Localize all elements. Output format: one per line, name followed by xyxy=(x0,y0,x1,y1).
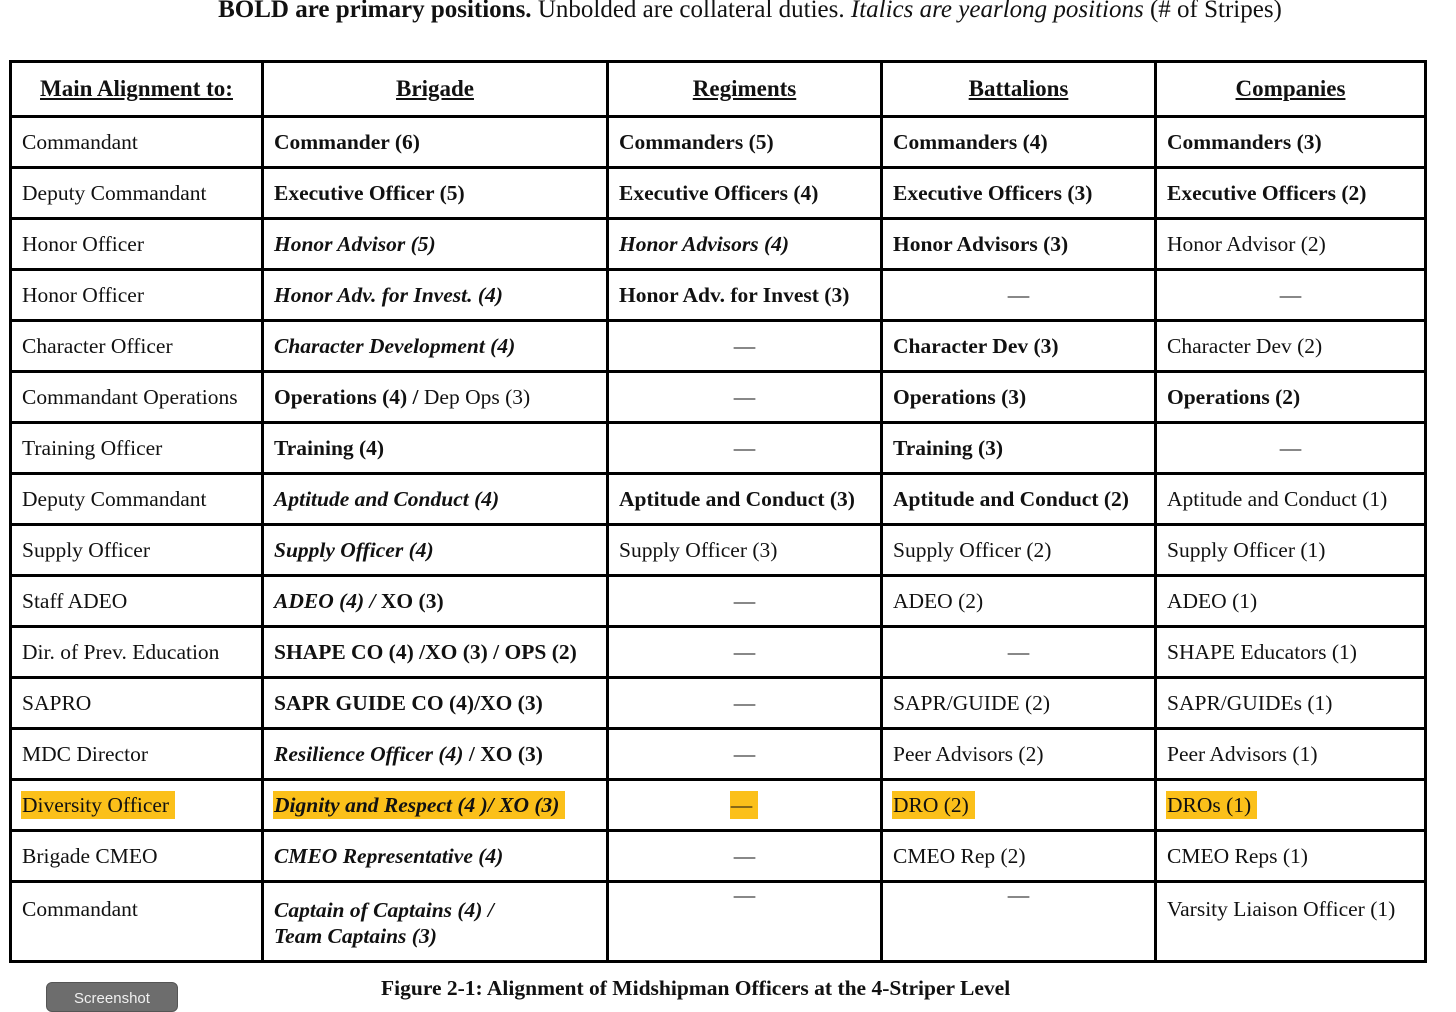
cell-text-wrap xyxy=(274,232,436,256)
cell-text-wrap xyxy=(893,232,1068,256)
cell-main-alignment xyxy=(11,321,263,372)
cell-text: ADEO (1) xyxy=(1167,588,1258,613)
cell-text: Dep Ops (3) xyxy=(423,384,531,409)
cell-text-wrap xyxy=(274,538,434,562)
header-row xyxy=(11,62,1426,117)
table-row xyxy=(11,117,1426,168)
cell-text: Commandant xyxy=(22,897,138,921)
cell-text: Training (4) xyxy=(274,435,385,460)
cell-text: Supply Officer (3) xyxy=(619,537,778,562)
cell-companies xyxy=(1156,678,1426,729)
table-row xyxy=(11,525,1426,576)
cell-text: Varsity Liaison Officer (1) xyxy=(1167,897,1396,921)
dash-mark: — xyxy=(733,384,756,409)
cell-companies xyxy=(1156,882,1426,962)
cell-battalions xyxy=(882,525,1156,576)
cell-text-wrap xyxy=(893,487,1129,511)
cell-battalions xyxy=(882,270,1156,321)
cell-main-alignment xyxy=(11,831,263,882)
cell-companies xyxy=(1156,474,1426,525)
cell-brigade xyxy=(263,168,608,219)
cell-text: DRO (2) xyxy=(893,792,969,817)
cell-text-wrap xyxy=(274,130,420,154)
cell-text: Brigade CMEO xyxy=(22,843,158,868)
cell-brigade xyxy=(263,729,608,780)
cell-battalions xyxy=(882,117,1156,168)
cell-main-alignment xyxy=(11,219,263,270)
cell-text-wrap xyxy=(1166,791,1257,819)
cell-text-line: Team Captains (3) xyxy=(274,924,437,948)
cell-regiments xyxy=(608,882,882,962)
cell-text-wrap xyxy=(1167,130,1322,154)
cell-brigade xyxy=(263,831,608,882)
cell-text-wrap xyxy=(1167,844,1308,868)
cell-brigade xyxy=(263,780,608,831)
cell-text: Supply Officer xyxy=(22,537,150,562)
cell-text-wrap xyxy=(619,283,849,307)
cell-text: Commandant Operations xyxy=(22,384,238,409)
cell-main-alignment xyxy=(11,474,263,525)
cell-battalions xyxy=(882,372,1156,423)
cell-text-wrap xyxy=(274,283,503,307)
cell-main-alignment xyxy=(11,423,263,474)
dash-mark: — xyxy=(1007,639,1030,664)
cell-regiments xyxy=(608,423,882,474)
cell-text: Commander (6) xyxy=(274,129,420,154)
table-row xyxy=(11,627,1426,678)
cell-text-wrap xyxy=(893,691,1050,715)
table-row xyxy=(11,576,1426,627)
cell-companies xyxy=(1156,270,1426,321)
cell-text: Dignity and Respect (4 )/ XO (3) xyxy=(274,792,560,817)
cell-text-wrap xyxy=(893,436,1003,460)
cell-text: MDC Director xyxy=(22,741,148,766)
cell-text-wrap xyxy=(1167,538,1325,562)
cell-text: Aptitude and Conduct (1) xyxy=(1167,486,1388,511)
table-row xyxy=(11,168,1426,219)
cell-battalions xyxy=(882,321,1156,372)
cell-main-alignment xyxy=(11,270,263,321)
cell-text: Honor Advisors (4) xyxy=(619,231,790,256)
cell-text: Commandant xyxy=(22,129,138,154)
cell-text: / XO (3) xyxy=(463,741,543,766)
cell-text: SHAPE Educators (1) xyxy=(1167,639,1357,664)
cell-main-alignment xyxy=(11,882,263,962)
cell-battalions xyxy=(882,729,1156,780)
cell-text: Peer Advisors (2) xyxy=(893,741,1044,766)
cell-brigade xyxy=(263,219,608,270)
table-row xyxy=(11,729,1426,780)
cell-text-wrap xyxy=(893,385,1026,409)
cell-text-wrap xyxy=(1167,589,1257,613)
cell-text: Character Officer xyxy=(22,333,173,358)
cell-text-line: Captain of Captains (4) / xyxy=(274,898,494,922)
table-row xyxy=(11,321,1426,372)
cell-text: Aptitude and Conduct (3) xyxy=(619,486,855,511)
cell-text-wrap xyxy=(893,334,1059,358)
cell-text-wrap xyxy=(893,181,1092,205)
cell-text: Supply Officer (4) xyxy=(274,537,434,562)
cell-text-wrap xyxy=(1167,640,1357,664)
dash-mark: — xyxy=(733,588,756,613)
cell-text: SAPR/GUIDE (2) xyxy=(893,690,1051,715)
cell-text-wrap xyxy=(893,538,1051,562)
legend-tail-text: (# of Stripes) xyxy=(1149,0,1282,23)
cell-main-alignment xyxy=(11,525,263,576)
figure-caption: Figure 2-1: Alignment of Midshipman Officers at the 4-Striper Level xyxy=(381,976,1011,1000)
cell-main-alignment xyxy=(11,627,263,678)
cell-text: Executive Officers (3) xyxy=(893,180,1093,205)
cell-battalions xyxy=(882,780,1156,831)
cell-battalions xyxy=(882,219,1156,270)
dash-mark: — xyxy=(733,639,756,664)
cell-text: Aptitude and Conduct (4) xyxy=(274,486,500,511)
cell-main-alignment xyxy=(11,372,263,423)
cell-brigade xyxy=(263,423,608,474)
cell-text-wrap xyxy=(1167,232,1326,256)
cell-text-wrap xyxy=(1167,742,1317,766)
cell-regiments xyxy=(608,627,882,678)
cell-companies xyxy=(1156,168,1426,219)
cell-text-wrap xyxy=(893,130,1048,154)
cell-companies xyxy=(1156,117,1426,168)
table-row xyxy=(11,678,1426,729)
cell-text: Commanders (4) xyxy=(893,129,1048,154)
cell-text: Executive Officer (5) xyxy=(274,180,465,205)
cell-companies xyxy=(1156,729,1426,780)
table-row xyxy=(11,219,1426,270)
cell-text: Commanders (5) xyxy=(619,129,774,154)
cell-text: Honor Advisor (2) xyxy=(1167,231,1326,256)
cell-text-wrap xyxy=(274,691,543,715)
cell-text: Executive Officers (2) xyxy=(1167,180,1367,205)
cell-regiments xyxy=(608,270,882,321)
cell-text: Deputy Commandant xyxy=(22,180,207,205)
cell-text-wrap xyxy=(892,791,975,819)
cell-main-alignment xyxy=(11,168,263,219)
cell-text: SAPRO xyxy=(22,690,92,715)
cell-companies xyxy=(1156,321,1426,372)
cell-companies xyxy=(1156,831,1426,882)
cell-regiments xyxy=(608,321,882,372)
cell-battalions xyxy=(882,678,1156,729)
cell-regiments xyxy=(608,525,882,576)
legend-italic-text: Italics are yearlong positions xyxy=(850,0,1144,23)
cell-text: Peer Advisors (1) xyxy=(1167,741,1318,766)
cell-text-wrap xyxy=(619,487,855,511)
cell-text: CMEO Representative (4) xyxy=(274,843,504,868)
header-main-alignment: Main Alignment to: xyxy=(11,62,263,117)
cell-text: Commanders (3) xyxy=(1167,129,1322,154)
cell-text: DROs (1) xyxy=(1167,792,1252,817)
table-row xyxy=(11,270,1426,321)
cell-text-wrap xyxy=(273,791,565,819)
cell-text: SHAPE CO (4) /XO (3) / OPS (2) xyxy=(274,639,577,664)
cell-text-wrap xyxy=(1167,691,1332,715)
header-regiments: Regiments xyxy=(608,62,882,117)
cell-text-wrap xyxy=(619,181,818,205)
cell-companies xyxy=(1156,372,1426,423)
cell-main-alignment xyxy=(11,117,263,168)
cell-text: CMEO Rep (2) xyxy=(893,843,1026,868)
cell-companies xyxy=(1156,219,1426,270)
dash-mark: — xyxy=(1007,282,1030,307)
cell-text: Staff ADEO xyxy=(22,588,128,613)
cell-text: Honor Officer xyxy=(22,231,144,256)
header-brigade: Brigade xyxy=(263,62,608,117)
cell-text-wrap xyxy=(619,130,774,154)
cell-main-alignment xyxy=(11,780,263,831)
legend-plain-text: Unbolded are collateral duties. xyxy=(537,0,845,23)
table-row xyxy=(11,423,1426,474)
cell-text-wrap xyxy=(619,232,789,256)
cell-regiments xyxy=(608,576,882,627)
cell-text: XO (3) xyxy=(380,588,444,613)
cell-text-wrap xyxy=(893,589,983,613)
table-row xyxy=(11,882,1426,962)
dash-mark: — xyxy=(733,333,756,358)
alignment-table xyxy=(9,60,1427,963)
cell-main-alignment xyxy=(11,576,263,627)
cell-brigade xyxy=(263,117,608,168)
cell-battalions xyxy=(882,831,1156,882)
cell-companies xyxy=(1156,627,1426,678)
dash-mark: — xyxy=(733,690,756,715)
cell-battalions xyxy=(882,576,1156,627)
cell-text-wrap xyxy=(274,742,543,766)
cell-text-wrap xyxy=(274,487,499,511)
cell-companies xyxy=(1156,423,1426,474)
legend-bold-text: BOLD are primary positions. xyxy=(218,0,532,23)
cell-text-wrap xyxy=(893,844,1026,868)
table-row xyxy=(11,372,1426,423)
header-companies: Companies xyxy=(1156,62,1426,117)
dash-mark: — xyxy=(730,791,759,819)
cell-regiments xyxy=(608,729,882,780)
cell-text: Diversity Officer xyxy=(21,791,175,819)
cell-main-alignment xyxy=(11,678,263,729)
dash-mark: — xyxy=(1279,435,1302,460)
cell-text: Honor Officer xyxy=(22,282,144,307)
cell-text: Honor Adv. for Invest. (4) xyxy=(274,282,503,307)
header-battalions: Battalions xyxy=(882,62,1156,117)
cell-companies xyxy=(1156,780,1426,831)
cell-regiments xyxy=(608,219,882,270)
cell-battalions xyxy=(882,423,1156,474)
cell-brigade xyxy=(263,372,608,423)
cell-text-wrap xyxy=(274,181,465,205)
cell-text: Operations (4) / xyxy=(274,384,424,409)
cell-text: Dir. of Prev. Education xyxy=(22,639,220,664)
cell-text-wrap xyxy=(893,742,1043,766)
cell-text: Operations (2) xyxy=(1167,384,1301,409)
cell-brigade xyxy=(263,882,608,962)
cell-battalions xyxy=(882,168,1156,219)
cell-battalions xyxy=(882,882,1156,962)
cell-text: Resilience Officer (4) xyxy=(274,741,464,766)
cell-text: Training Officer xyxy=(22,435,163,460)
cell-text-wrap xyxy=(1167,181,1366,205)
cell-text: Honor Adv. for Invest (3) xyxy=(619,282,850,307)
cell-text-wrap xyxy=(274,640,577,664)
cell-text: CMEO Reps (1) xyxy=(1167,843,1308,868)
cell-regiments xyxy=(608,831,882,882)
cell-regiments xyxy=(608,117,882,168)
dash-mark: — xyxy=(733,843,756,868)
cell-text: Supply Officer (2) xyxy=(893,537,1052,562)
cell-text: ADEO (2) xyxy=(893,588,984,613)
table-row xyxy=(11,831,1426,882)
cell-text: Honor Advisors (3) xyxy=(893,231,1069,256)
cell-brigade xyxy=(263,678,608,729)
cell-text-wrap xyxy=(619,538,777,562)
cell-text: SAPR GUIDE CO (4)/XO (3) xyxy=(274,690,543,715)
cell-companies xyxy=(1156,576,1426,627)
cell-text: Aptitude and Conduct (2) xyxy=(893,486,1129,511)
cell-text-wrap xyxy=(1167,897,1395,921)
cell-battalions xyxy=(882,474,1156,525)
dash-mark: — xyxy=(1279,282,1302,307)
cell-brigade xyxy=(263,321,608,372)
cell-text: Character Dev (2) xyxy=(1167,333,1323,358)
cell-regiments xyxy=(608,474,882,525)
cell-brigade xyxy=(263,474,608,525)
legend-line xyxy=(0,0,1456,24)
cell-text-wrap xyxy=(1167,334,1322,358)
cell-text-wrap xyxy=(1167,487,1387,511)
cell-text: Deputy Commandant xyxy=(22,486,207,511)
cell-regiments xyxy=(608,678,882,729)
dash-mark: — xyxy=(733,883,756,907)
cell-text: Supply Officer (1) xyxy=(1167,537,1326,562)
cell-brigade xyxy=(263,525,608,576)
cell-text: Character Development (4) xyxy=(274,333,516,358)
cell-regiments xyxy=(608,168,882,219)
cell-text: Executive Officers (4) xyxy=(619,180,819,205)
screenshot-button[interactable]: Screenshot xyxy=(46,982,178,1012)
dash-mark: — xyxy=(733,741,756,766)
cell-text-wrap xyxy=(274,436,384,460)
cell-regiments xyxy=(608,780,882,831)
cell-regiments xyxy=(608,372,882,423)
cell-battalions xyxy=(882,627,1156,678)
cell-text-wrap xyxy=(274,334,515,358)
cell-brigade xyxy=(263,627,608,678)
cell-brigade xyxy=(263,270,608,321)
cell-text: Character Dev (3) xyxy=(893,333,1059,358)
cell-brigade xyxy=(263,576,608,627)
cell-main-alignment xyxy=(11,729,263,780)
cell-text: SAPR/GUIDEs (1) xyxy=(1167,690,1333,715)
cell-text: Honor Advisor (5) xyxy=(274,231,436,256)
cell-text-wrap xyxy=(1167,385,1300,409)
cell-text-wrap xyxy=(274,844,503,868)
cell-text-wrap xyxy=(274,589,444,613)
cell-companies xyxy=(1156,525,1426,576)
cell-text: Operations (3) xyxy=(893,384,1027,409)
dash-mark: — xyxy=(733,435,756,460)
dash-mark: — xyxy=(1007,883,1030,907)
table-row xyxy=(11,474,1426,525)
table-body xyxy=(11,117,1426,962)
cell-text: ADEO (4) / xyxy=(274,588,381,613)
cell-text: Training (3) xyxy=(893,435,1004,460)
cell-text-wrap xyxy=(274,385,530,409)
table-row xyxy=(11,780,1426,831)
